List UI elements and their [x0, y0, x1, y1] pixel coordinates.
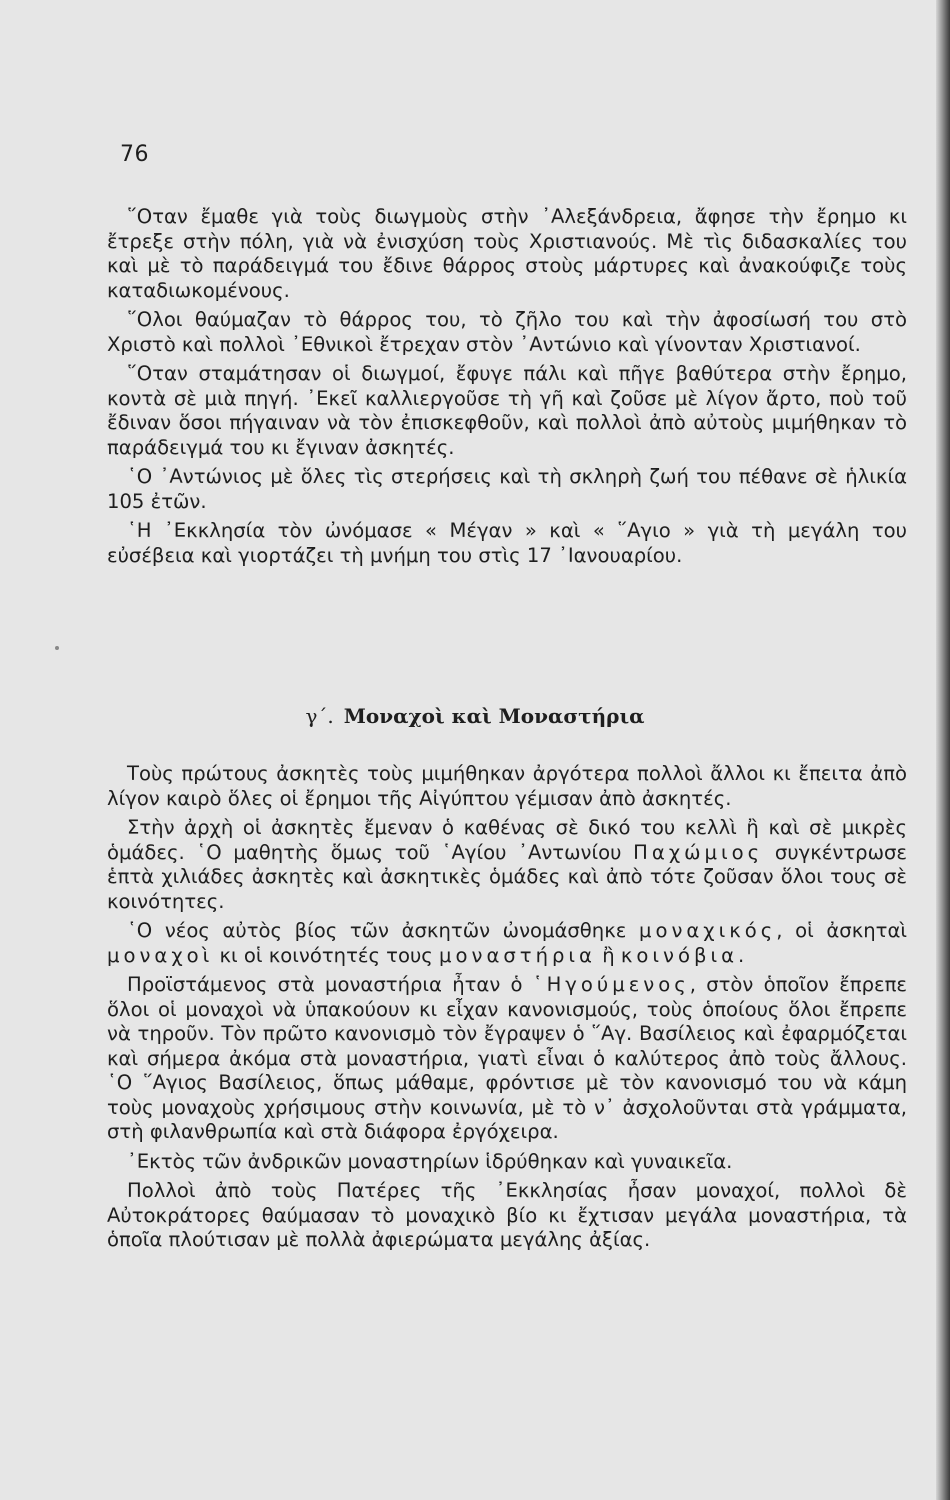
text-run: , στὸν ὁποῖον ἔπρεπε ὅλοι οἱ μοναχοὶ νὰ ὑπακούουν κι εἶχαν κανονισμούς, τοὺς ὁποίους ὅλοι ἔπρεπε νὰ τηροῦν. Τὸν πρῶτο κανονισμὸ τὸν ἔγραψεν ὁ ῞Αγ. Βασίλειος καὶ ἐφαρμόζεται καὶ σήμερα ἀκόμα στὰ μοναστήρια, γιατὶ εἶναι ὁ καλύτερος ἀπὸ τοὺς ἄλλους. ῾Ο ῞Αγιος Βασίλειος, ὅπως μάθαμε, φρόντισε μὲ τὸν κανονισμό του νὰ κάμη τοὺς μοναχοὺς χρήσιμους στὴν κοινωνία, μὲ τὸ ν᾿ ἀσχολοῦνται στὰ γράμματα, στὴ φιλανθρωπία καὶ στὰ διάφορα ἐργόχειρα. [107, 973, 907, 1143]
text-run: . [738, 943, 745, 967]
page-edge [936, 0, 950, 1500]
text-run: , οἱ ἀσκηταὶ [776, 919, 908, 942]
paragraph: ῞Οταν ἔμαθε γιὰ τοὺς διωγμοὺς στὴν ᾿Αλεξάνδρεια, ἄφησε τὴν ἔρημο κι ἔτρεξε στὴν πόλη, γιὰ νὰ ἐνισχύση τοὺς Χριστιανούς. Μὲ τὶς διδασκαλίες του καὶ μὲ τὸ παράδειγμά του ἔδινε θάρρος στοὺς μάρτυρες καὶ ἀνακούφιζε τοὺς καταδιωκομένους. [107, 205, 907, 302]
section-number: γ΄. [305, 704, 334, 728]
spaced-term: μοναστήρια [439, 943, 596, 967]
text-run: κι οἱ κοινότητές τους [219, 943, 433, 967]
paragraph [107, 816, 907, 914]
paragraph: Πολλοὶ ἀπὸ τοὺς Πατέρες τῆς ᾿Εκκλησίας ἦσαν μοναχοί, πολλοὶ δὲ Αὐτοκράτορες θαύμασαν τὸ μοναχικὸ βίο κι ἔχτισαν μεγάλα μοναστήρια, τὰ ὁποῖα πλούτισαν μὲ πολλὰ ἀφιερώματα μεγάλης ἀξίας. [107, 1179, 907, 1251]
paragraph: ῾Ο ᾿Αντώνιος μὲ ὅλες τὶς στερήσεις καὶ τὴ σκληρὴ ζωή του πέθανε σὲ ἡλικία 105 ἐτῶν. [107, 465, 907, 513]
spaced-term: μοναχικός [638, 919, 777, 942]
paragraph: ᾿Εκτὸς τῶν ἀνδρικῶν μοναστηρίων ἱδρύθηκαν καὶ γυναικεῖα. [127, 1149, 733, 1173]
section-heading [0, 704, 950, 728]
spaced-term: μοναχοὶ [107, 943, 214, 967]
page-number: 76 [120, 142, 149, 167]
section-body [107, 205, 907, 573]
section-body [107, 762, 907, 1258]
text-run: ἢ [602, 943, 615, 967]
spaced-name: Παχώμιος [633, 840, 764, 864]
text-run: συγκέντρωσε ἑπτὰ χιλιάδες ἀσκητὲς καὶ ἀσκητικὲς ὁμάδες καὶ ἀπὸ τότε ζοῦσαν ὅλοι τους σὲ κοινότητες. [107, 840, 907, 913]
paragraph: ῞Οταν σταμάτησαν οἱ διωγμοί, ἔφυγε πάλι καὶ πῆγε βαθύτερα στὴν ἔρημο, κοντὰ σὲ μιὰ πηγή. ᾿Εκεῖ καλλιεργοῦσε τὴ γῆ καὶ ζοῦσε μὲ λίγον ἄρτο, ποὺ τοῦ ἔδιναν ὅσοι πήγαιναν νὰ τὸν ἐπισκεφθοῦν, καὶ πολλοὶ ἀπὸ αὐτοὺς μιμήθηκαν τὸ παράδειγμά του κι ἔγιναν ἀσκητές. [107, 362, 907, 459]
paragraph [107, 973, 907, 1145]
spaced-term: κοινόβια [620, 943, 739, 967]
paragraph: ῾Η ᾿Εκκλησία τὸν ὠνόμασε « Μέγαν » καὶ « ῞Αγιο » γιὰ τὴ μεγάλη του εὐσέβεια καὶ γιορτάζει τὴ μνήμη του στὶς 17 ᾿Ιανουαρίου. [107, 519, 907, 567]
section-title: Μοναχοὶ καὶ Μοναστήρια [343, 704, 645, 728]
text-run: ῾Ο νέος αὐτὸς βίος τῶν ἀσκητῶν ὠνομάσθηκε [127, 919, 627, 942]
paper-speck [55, 646, 59, 650]
paragraph: ῞Ολοι θαύμαζαν τὸ θάρρος του, τὸ ζῆλο του καὶ τὴν ἀφοσίωσή του στὸ Χριστὸ καὶ πολλοὶ ᾿Εθνικοὶ ἔτρεχαν στὸν ᾿Αντώνιο καὶ γίνονταν Χριστιανοί. [107, 308, 907, 356]
paragraph [107, 919, 907, 968]
spaced-term: ῾Ηγούμενος [532, 973, 690, 996]
text-run: Προϊστάμενος στὰ μοναστήρια ἦταν ὁ [127, 973, 523, 996]
text-run: Στὴν ἀρχὴ οἱ ἀσκητὲς ἔμεναν ὁ καθένας σὲ δικό του κελλὶ ἢ καὶ σὲ μικρὲς ὁμάδες. ῾Ο μαθητὴς ὅμως τοῦ ῾Αγίου ᾿Αντωνίου [107, 816, 907, 864]
paragraph: Τοὺς πρώτους ἀσκητὲς τοὺς μιμήθηκαν ἀργότερα πολλοὶ ἄλλοι κι ἔπειτα ἀπὸ λίγον καιρὸ ὅλες οἱ ἔρημοι τῆς Αἰγύπτου γέμισαν ἀπὸ ἀσκητές. [107, 762, 907, 810]
